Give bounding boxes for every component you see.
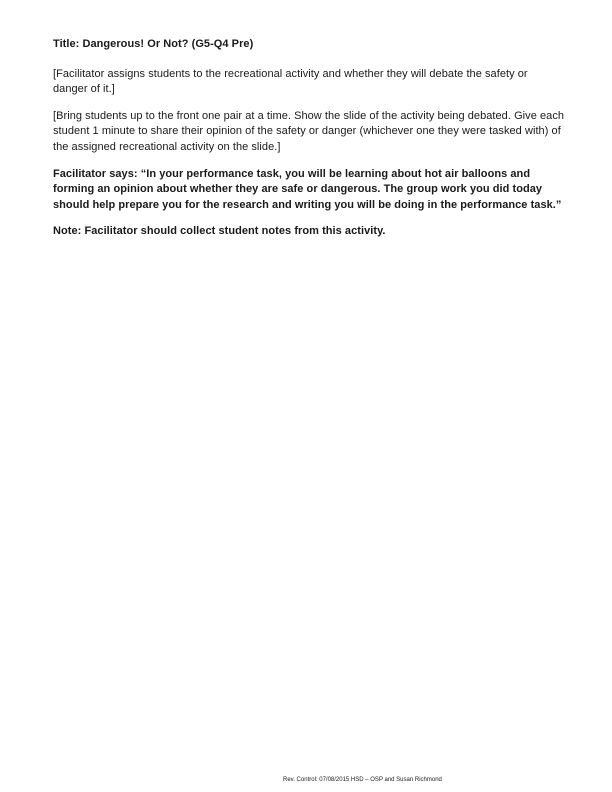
- facilitator-script: Facilitator says: “In your performance task, you will be learning about hot air balloons and forming an opinion about whether they are safe or dangerous. The group work you did today should help prepare you for the research and writing you will be doing in the performance task.”: [53, 167, 562, 211]
- revision-footer: Rev. Control: 07/08/2015 HSD – OSP and Susan Richmond: [283, 777, 442, 783]
- facilitator-instruction-present: [Bring students up to the front one pair at a time. Show the slide of the activity being debated. Give each student 1 minute to share their opinion of the safety or danger (whichever one they were tasked with) of the assigned recreational activity on the slide.]: [53, 109, 565, 153]
- facilitator-note: Note: Facilitator should collect student notes from this activity.: [53, 225, 386, 238]
- document-title: Title: Dangerous! Or Not? (G5-Q4 Pre): [53, 38, 254, 50]
- document-body: [53, 37, 565, 251]
- facilitator-instruction-assign: [Facilitator assigns students to the recreational activity and whether they will debate the safety or danger of it.]: [53, 67, 528, 96]
